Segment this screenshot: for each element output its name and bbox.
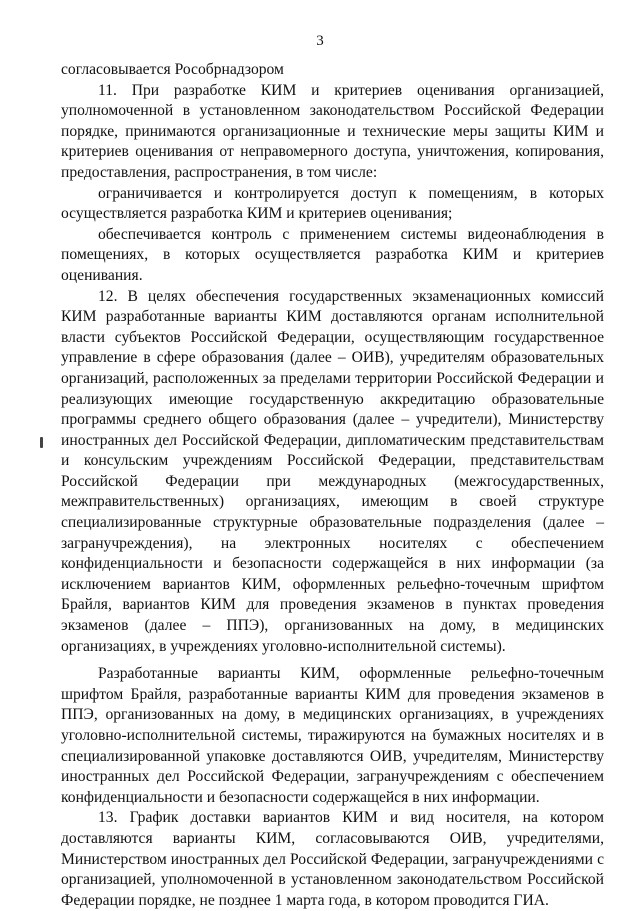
page-number: 3: [316, 33, 324, 49]
margin-mark: [40, 437, 43, 448]
paragraph-item-11: 11. При разработке КИМ и критериев оценивания организацией, уполномоченной в установленном законодательством Российской Федерации порядке, принимаются организационные и технические меры защиты КИМ и критериев оценивания от неправомерного доступа, уничтожения, копирования, предоставления, распространения, в том числе:: [61, 81, 604, 181]
paragraph-braille-variants: Разработанные варианты КИМ, оформленные рельефно-точечным шрифтом Брайля, разработанные варианты КИМ для проведения экзаменов в ППЭ, организованных на дому, в медицинских организациях, в учреждениях уголовно-исполнительной системы, тиражируются на бумажных носителях и в специализированной упаковке доставляются ОИВ, учредителям, Министерству иностранных дел Российской Федерации, загранучреждениям с обеспечением конфиденциальности и безопасности содержащейся в них информации.: [61, 665, 604, 806]
paragraph-item-13: 13. График доставки вариантов КИМ и вид носителя, на котором доставляются варианты КИМ, согласовываются ОИВ, учредителями, Министерством иностранных дел Российской Федерации, загранучреждениями с организацией, уполномоченной в установленном законодательством Российской Федерации порядке, не позднее 1 марта года, в котором проводится ГИА.: [61, 809, 604, 909]
paragraph-item-12: 12. В целях обеспечения государственных экзаменационных комиссий КИМ разработанные варианты КИМ доставляются органам исполнительной власти субъектов Российской Федерации, осуществляющим государственное управление в сфере образования (далее – ОИВ), учредителям образовательных организаций, расположенных за пределами территории Российской Федерации и реализующих имеющие государственную аккредитацию образовательные программы среднего общего образования (далее – учредители), Министерству иностранных дел Российской Федерации, дипломатическим представительствам и консульским учреждениям Российской Федерации, представительствам Российской Федерации при международных (межгосударственных, межправительственных) организациях, имеющим в своей структуре специализированные структурные образовательные подразделения (далее – загранучреждения), на электронных носителях с обеспечением конфиденциальности и безопасности содержащейся в них информации (за исключением вариантов КИМ, оформленных рельефно-точечным шрифтом Брайля, вариантов КИМ для проведения экзаменов в пунктах проведения экзаменов (далее – ППЭ), организованных на дому, в медицинских организациях, в учреждениях уголовно-исполнительной системы).: [61, 287, 604, 655]
document-body: [61, 60, 604, 911]
paragraph-access-restriction: ограничивается и контролируется доступ к помещениям, в которых осуществляется разработка КИМ и критериев оценивания;: [61, 184, 604, 223]
paragraph-continuation: согласовывается Рособрнадзором: [61, 61, 284, 78]
paragraph-video-surveillance: обеспечивается контроль с применением системы видеонаблюдения в помещениях, в которых осуществляется разработка КИМ и критериев оценивания.: [61, 225, 604, 284]
